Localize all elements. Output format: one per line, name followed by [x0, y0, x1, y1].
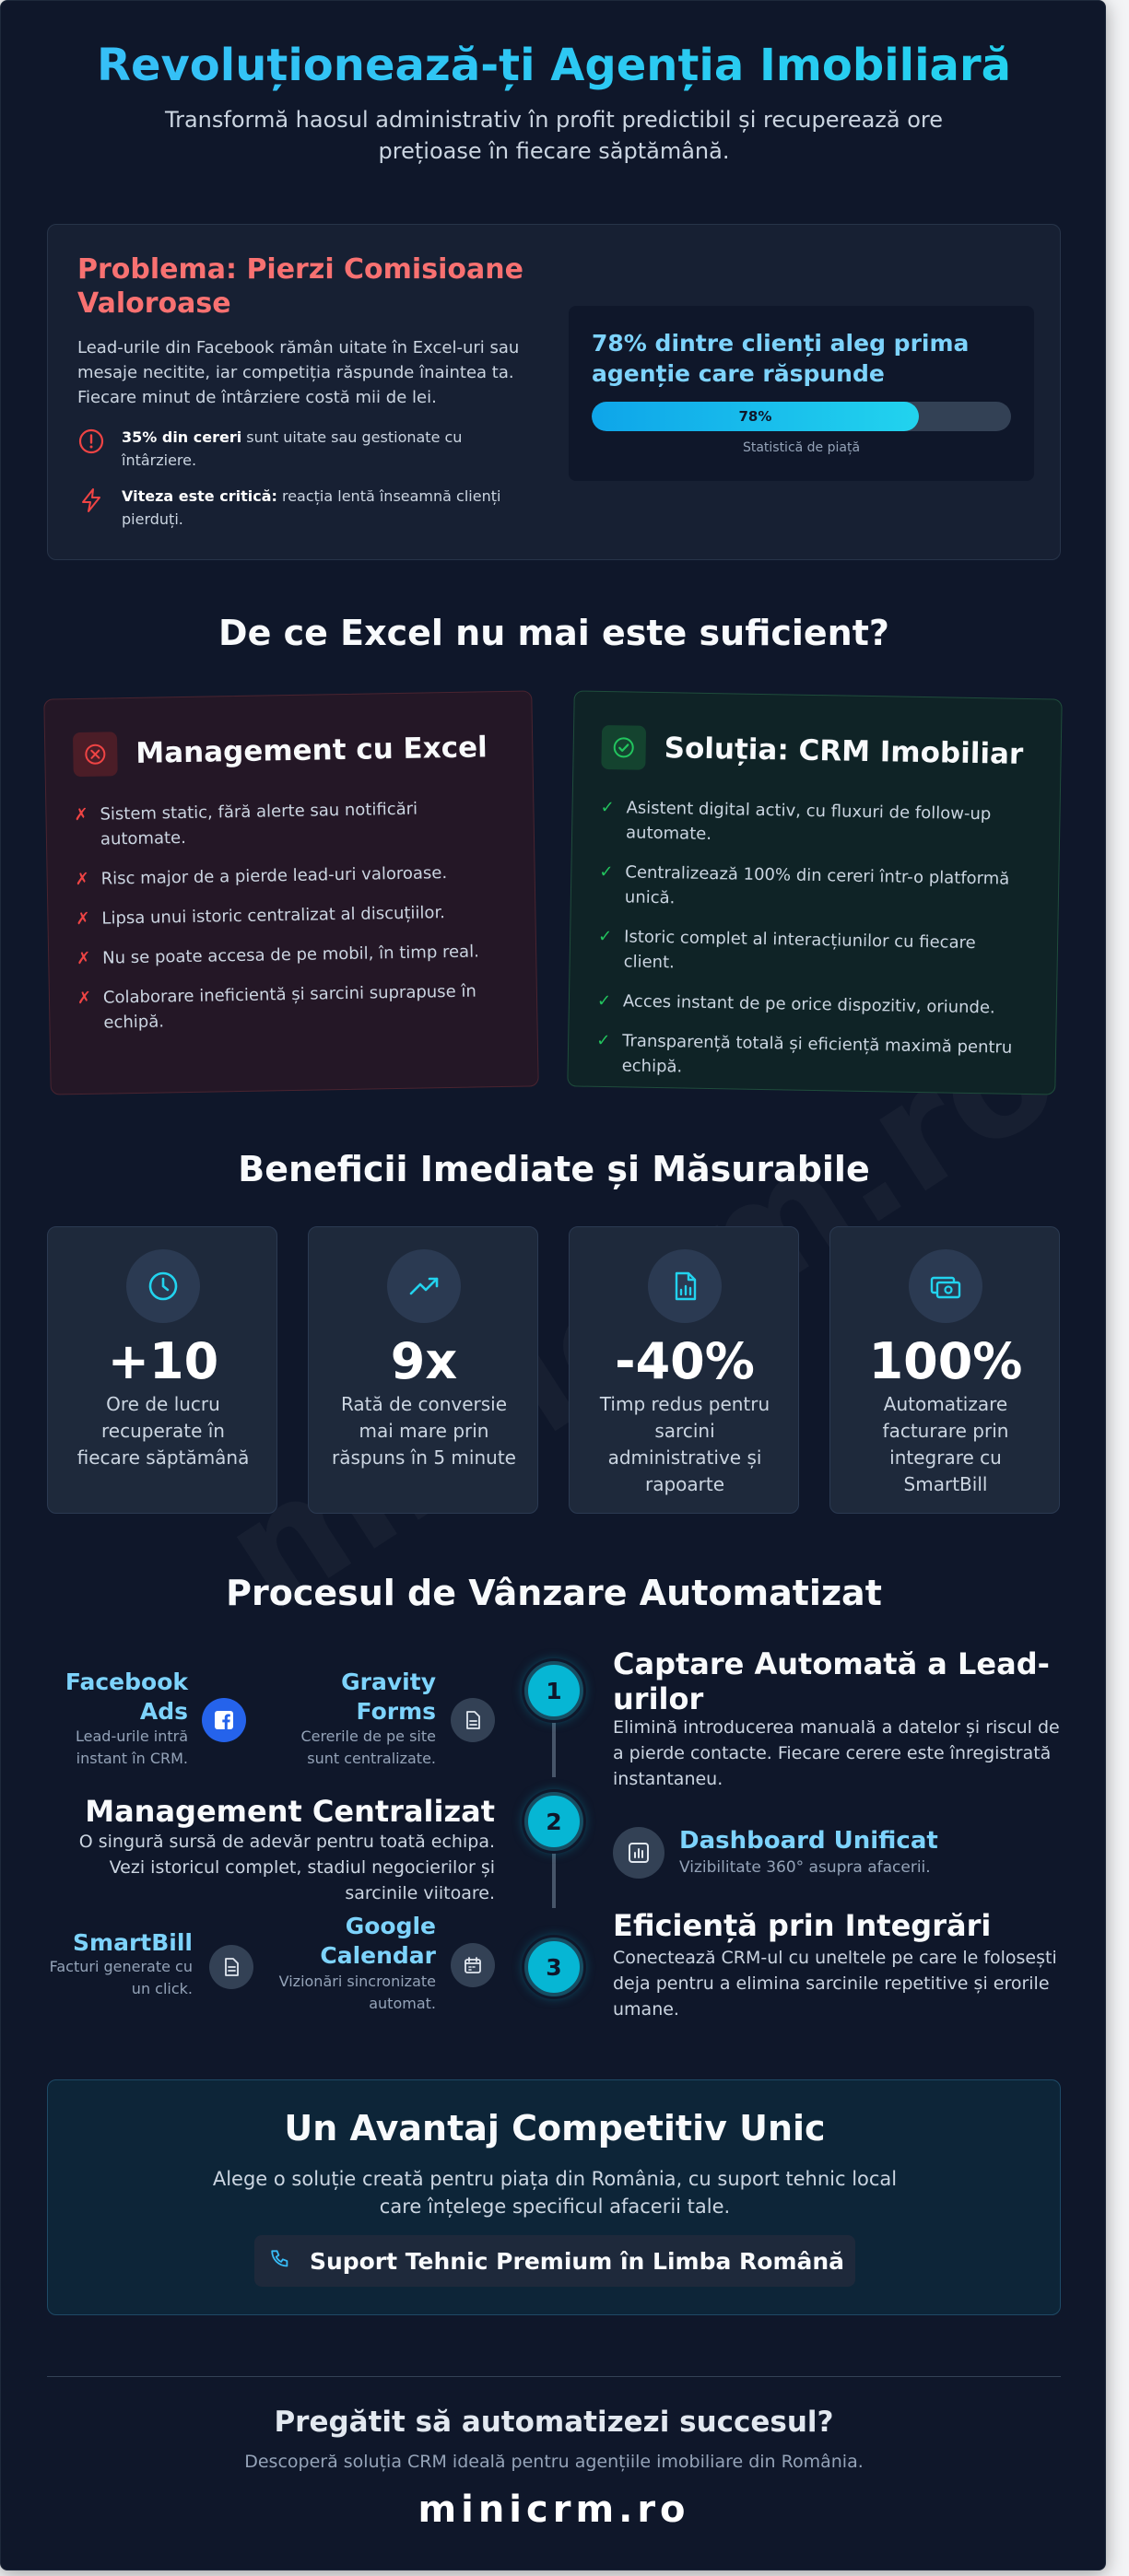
integration-description: Cererile de pe site sunt centralizate.: [300, 1727, 436, 1767]
support-label: Suport Tehnic Premium în Limba Română: [309, 2247, 845, 2275]
benefits-heading: Beneficii Imediate și Măsurabile: [238, 1149, 870, 1189]
problem-item: [77, 485, 538, 531]
trending-up-icon: [387, 1249, 461, 1323]
step-title: Management Centralizat: [85, 1794, 495, 1829]
benefit-description: Rată de conversie mai mare prin răspuns în 5 minute: [332, 1393, 516, 1469]
process-heading: Procesul de Vânzare Automatizat: [226, 1573, 882, 1613]
benefit-value: -40%: [615, 1332, 755, 1390]
advantage-text: Alege o soluție creată pentru piața din România, cu suport tehnic local care înțelege specificul afacerii tale.: [212, 2168, 898, 2218]
page-subtitle: Transformă haosul administrativ în profit predictibil și recuperează ore prețioase în fiecare săptămână.: [164, 107, 944, 164]
crm-card: [567, 690, 1062, 1095]
benefit-value: 9x: [390, 1332, 458, 1390]
benefit-description: Timp redus pentru sarcini administrative și rapoarte: [599, 1393, 770, 1495]
benefit-card: [47, 1226, 277, 1514]
problem-text: Lead-urile din Facebook rămân uitate în Excel-uri sau mesaje necitite, iar competiția răspunde înaintea ta. Fiecare minut de întârziere costă mii de lei.: [77, 338, 520, 407]
step-number: 1: [524, 1661, 583, 1720]
cash-icon: [909, 1249, 982, 1323]
statistic-progress-bar: [592, 402, 1011, 431]
list-item: ✓ Acces instant de pe orice dispozitiv, oriunde.: [597, 989, 1030, 1021]
benefit-value: +10: [107, 1332, 219, 1390]
statistic-box: [569, 306, 1034, 481]
list-item: ✗ Sistem static, fără alerte sau notificări automate.: [74, 795, 508, 852]
clock-icon: [126, 1249, 200, 1323]
timeline-connector: [552, 1720, 556, 1777]
benefit-description: Ore de lucru recuperate în fiecare săptămână: [76, 1393, 250, 1469]
list-item: ✗ Colaborare ineficientă și sarcini suprapuse în echipă.: [77, 978, 512, 1036]
x-circle-icon: [73, 732, 118, 777]
integration-description: Vizionări sincronizate automat.: [278, 1973, 436, 2012]
excel-list: [74, 795, 512, 1050]
problem-item-bold: 35% din cereri: [122, 428, 242, 446]
check-icon: ✓: [595, 1030, 611, 1051]
advantage-card: [47, 2079, 1061, 2315]
list-item: ✗ Nu se poate accesa de pe mobil, în timp real.: [76, 939, 510, 971]
step-description: Conectează CRM-ul cu uneltele pe care le folosești deja pentru a elimina sarcinile repetitive și erorile umane.: [613, 1948, 1057, 2020]
timeline-connector: [552, 1851, 556, 1908]
benefit-card: [829, 1226, 1060, 1514]
page-title: Revoluționează-ți Agenția Imobiliară: [1, 40, 1106, 91]
check-icon: ✓: [600, 797, 615, 818]
crm-list: [595, 795, 1034, 1100]
statistic-note: Statistică de piață: [742, 440, 861, 455]
problem-item-bold: Viteza este critică:: [122, 487, 277, 505]
cross-icon: ✗: [76, 948, 91, 969]
list-item: ✓ Asistent digital activ, cu fluxuri de follow-up automate.: [600, 795, 1034, 852]
step-description: O singură sursă de adevăr pentru toată echipa. Vezi istoricul complet, stadiul negocierilor și sarcinile viitoare.: [78, 1832, 495, 1903]
support-phone-icon: [265, 2245, 310, 2277]
statistic-progress-label: 78%: [738, 408, 772, 425]
list-item: ✓ Transparență totală și eficiență maximă pentru echipă.: [595, 1028, 1029, 1085]
brand-logo-text: minicrm.ro: [417, 2488, 690, 2531]
advantage-title: Un Avantaj Competitiv Unic: [284, 2108, 826, 2149]
check-circle-icon: [601, 725, 646, 770]
excel-card: [43, 690, 538, 1095]
check-icon: ✓: [599, 861, 614, 883]
integration-name: Facebook Ads: [65, 1669, 188, 1725]
benefit-card: [308, 1226, 538, 1514]
integration-name: SmartBill: [73, 1929, 193, 1956]
step-number: 2: [524, 1792, 583, 1851]
problem-item: [77, 426, 538, 472]
cross-icon: ✗: [75, 869, 89, 890]
integration-name: Gravity Forms: [341, 1669, 436, 1725]
check-icon: ✓: [596, 990, 612, 1012]
benefit-value: 100%: [868, 1332, 1023, 1390]
list-item: ✗ Lipsa unui istoric centralizat al discuțiilor.: [76, 899, 509, 931]
divider: [47, 2376, 1061, 2377]
lightning-icon: [77, 486, 105, 514]
cross-icon: ✗: [74, 804, 88, 825]
list-item: ✓ Centralizează 100% din cereri într-o platformă unică.: [599, 860, 1033, 917]
problem-card: [47, 224, 1061, 560]
problem-item-text: reacția lentă înseamnă clienți pierduți.: [122, 487, 501, 528]
problem-title: Problema: Pierzi Comisioane Valoroase: [77, 253, 523, 320]
alert-circle-icon: [77, 427, 105, 455]
step-number: 3: [524, 1938, 583, 1996]
integration-description: Facturi generate cu un click.: [49, 1958, 193, 1997]
excel-card-title: Management cu Excel: [135, 731, 488, 770]
crm-card-title: Soluția: CRM Imobiliar: [664, 732, 1024, 771]
cross-icon: ✗: [76, 988, 92, 1009]
check-icon: ✓: [597, 926, 613, 947]
facebook-icon: [202, 1698, 246, 1742]
statistic-title: 78% dintre clienți aleg prima agenție care răspunde: [592, 330, 970, 387]
invoice-icon: [209, 1945, 253, 1989]
list-item: ✗ Risc major de a pierde lead-uri valoroase.: [75, 860, 508, 892]
cta-title: Pregătit să automatizezi succesul?: [274, 2406, 834, 2439]
form-document-icon: [451, 1698, 495, 1742]
problem-item-text: sunt uitate sau gestionate cu întârziere.: [122, 428, 463, 469]
list-item: ✓ Istoric complet al interacțiunilor cu fiecare client.: [597, 924, 1031, 981]
support-badge: [254, 2235, 855, 2287]
benefit-card: [569, 1226, 799, 1514]
comparison-heading: De ce Excel nu mai este suficient?: [218, 613, 889, 653]
step-title: Captare Automată a Lead-urilor: [613, 1646, 1050, 1716]
step-description: Elimină introducerea manuală a datelor și riscul de a pierde contacte. Fiecare cerere este înregistrată instantaneu.: [613, 1717, 1060, 1789]
document-chart-icon: [648, 1249, 722, 1323]
integration-name: Google Calendar: [320, 1913, 436, 1969]
step-title: Eficiență prin Integrări: [613, 1908, 992, 1943]
dashboard-chart-icon: [613, 1827, 664, 1879]
integration-description: Lead-urile intră instant în CRM.: [76, 1727, 188, 1767]
integration-name: Dashboard Unificat: [679, 1827, 938, 1855]
calendar-icon: [451, 1943, 495, 1987]
cross-icon: ✗: [76, 908, 90, 930]
benefit-description: Automatizare facturare prin integrare cu SmartBill: [882, 1393, 1009, 1495]
cta-subtitle: Descoperă soluția CRM ideală pentru agențiile imobiliare din România.: [244, 2452, 864, 2472]
integration-description: Vizibilitate 360° asupra afacerii.: [679, 1858, 931, 1877]
